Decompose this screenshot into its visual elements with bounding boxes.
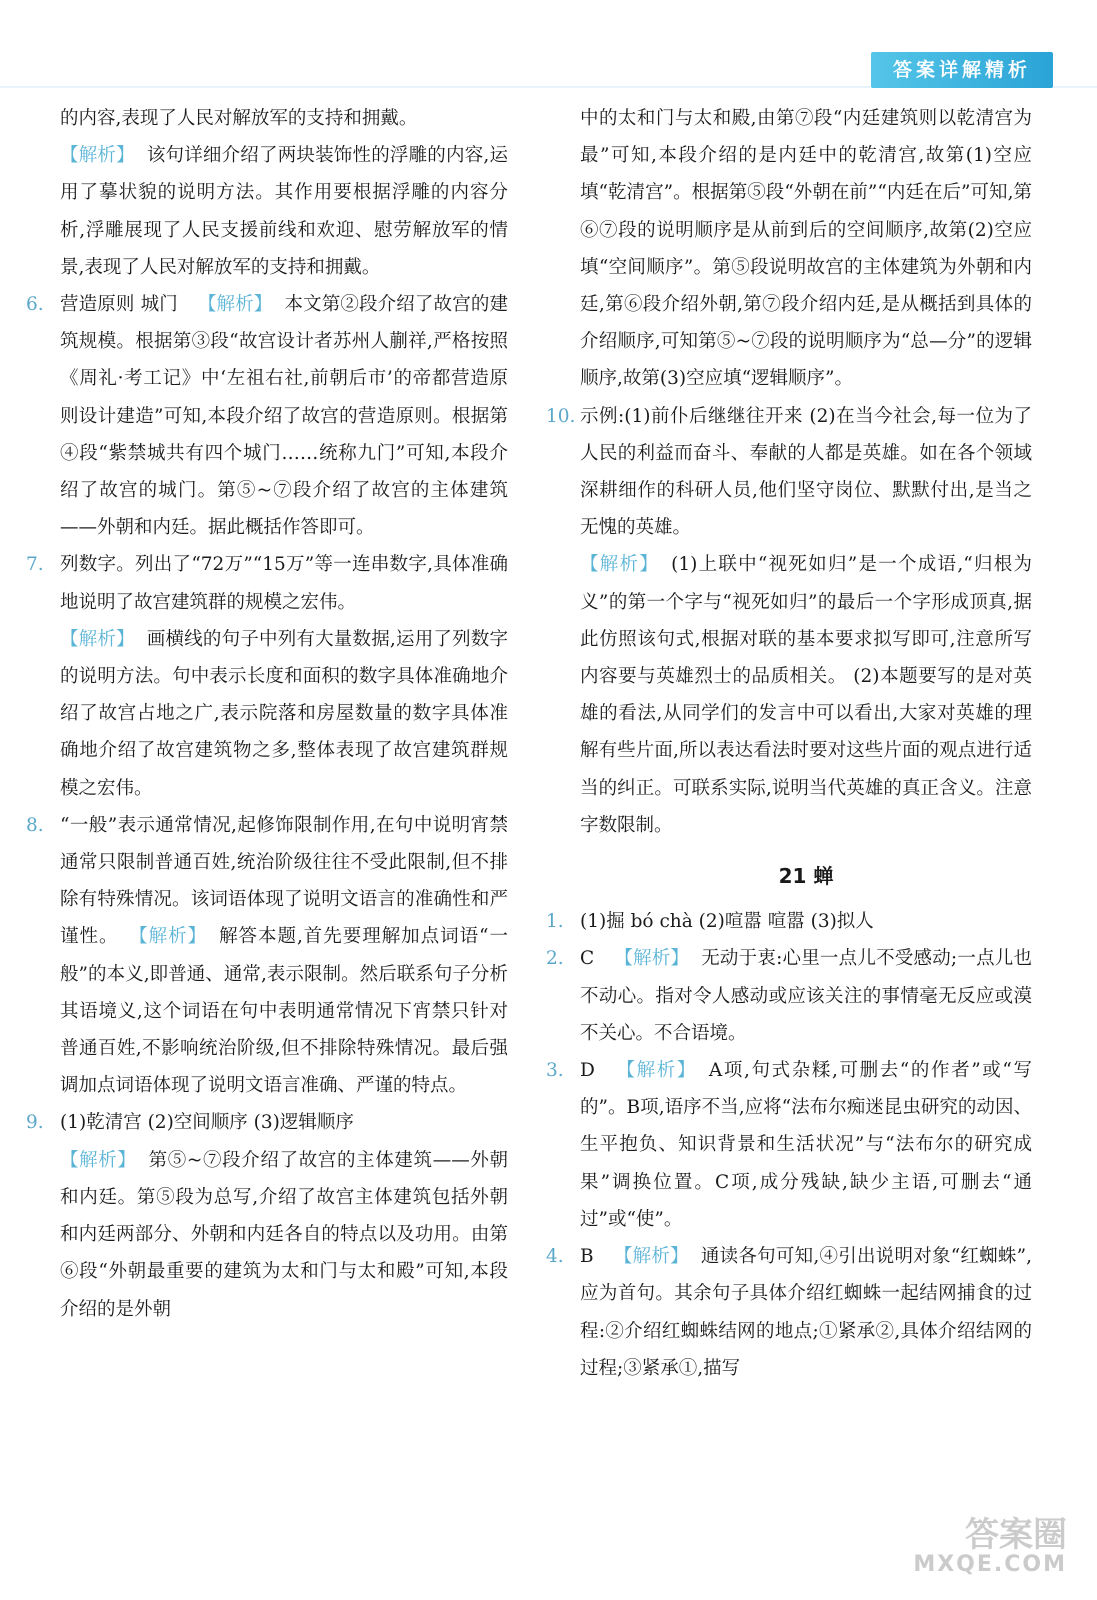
analysis-tag: 【解析】 xyxy=(60,628,135,650)
answer-paragraph xyxy=(580,1238,1032,1387)
analysis-tag: 【解析】 xyxy=(60,145,135,167)
answer-text: 示例:(1)前仆后继继往开来 (2)在当今社会,每一位为了人民的利益而奋斗、奉献的人都是英雄。如在各个领域深耕细作的科研人员,他们坚守岗位、默默付出,是当之无愧的英雄。 xyxy=(580,405,1032,539)
answer-paragraph xyxy=(60,546,508,620)
section-title: 21 蝉 xyxy=(778,864,834,889)
question-8 xyxy=(26,807,508,1105)
analysis-text: 无动于衷:心里一点儿不受感动;一点儿也不动心。指对令人感动或应该关注的事情毫无反应或漠不关心。不合语境。 xyxy=(580,948,1032,1044)
analysis-tag: 【解析】 xyxy=(613,1246,689,1268)
left-column xyxy=(26,100,508,1328)
analysis-paragraph xyxy=(580,546,1032,844)
answer-text: 的内容,表现了人民对解放军的支持和拥戴。 xyxy=(60,108,418,129)
question-number: 10. xyxy=(546,405,576,427)
question-number: 1. xyxy=(546,911,564,933)
answer-paragraph xyxy=(580,1052,1032,1238)
answer-text: 营造原则 城门 xyxy=(60,294,178,316)
answer-text: 列数字。列出了“72万”“15万”等一连串数字,具体准确地说明了故宫建筑群的规模之宏伟。 xyxy=(60,554,508,613)
question-number: 7. xyxy=(26,554,44,576)
answer-paragraph xyxy=(580,398,1032,547)
analysis-text: A项,句式杂糅,可删去“的作者”或“写的”。B项,语序不当,应将“法布尔痴迷昆虫研究的动因、生平抱负、知识背景和生活状况”与“法布尔的研究成果”调换位置。C项,成分残缺,缺少主语,可删去“通过”或“使”。 xyxy=(580,1060,1032,1230)
question-number: 6. xyxy=(26,294,44,316)
question-7 xyxy=(26,546,508,806)
analysis-paragraph xyxy=(60,621,508,807)
analysis-text: 画横线的句子中列有大量数据,运用了列数字的说明方法。句中表示长度和面积的数字具体准确地介绍了故宫占地之广,表示院落和房屋数量的数字具体准确地介绍了故宫建筑物之多,整体表现了故宫建筑群规模之宏伟。 xyxy=(60,628,508,799)
answer-text: C xyxy=(580,948,595,970)
analysis-tag: 【解析】 xyxy=(614,1060,697,1082)
answer-paragraph xyxy=(580,903,1032,940)
question-number: 8. xyxy=(26,814,44,836)
question-number: 9. xyxy=(26,1112,44,1134)
question-9 xyxy=(26,1104,508,1327)
answer-text: D xyxy=(580,1060,595,1082)
analysis-text: 解答本题,首先要理解加点词语“一般”的本义,即普通、通常,表示限制。然后联系句子分析其语境义,这个词语在句中表明通常情况下宵禁只针对普通百姓,不影响统治阶级,但不排除特殊情况。最后强调加点词语体现了说明文语言准确、严谨的特点。 xyxy=(60,926,508,1097)
lesson21-question-3 xyxy=(546,1052,1032,1238)
lesson21-question-4 xyxy=(546,1238,1032,1387)
analysis-text: 本文第②段介绍了故宫的建筑规模。根据第③段“故宫设计者苏州人蒯祥,严格按照《周礼·考工记》中‘左祖右社,前朝后市’的帝都营造原则设计建造”可知,本段介绍了故宫的营造原则。根据第④段“紫禁城共有四个城门……统称九门”可知,本段介绍了故宫的城门。第⑤~⑦段介绍了故宫的主体建筑——外朝和内廷。据此概括作答即可。 xyxy=(60,294,508,539)
answer-text: B xyxy=(580,1246,594,1268)
analysis-text: 中的太和门与太和殿,由第⑦段“内廷建筑则以乾清宫为最”可知,本段介绍的是内廷中的乾清宫,故第(1)空应填“乾清宫”。根据第⑤段“外朝在前”“内廷在后”可知,第⑥⑦段的说明顺序是从前到后的空间顺序,故第(2)空应填“空间顺序”。第⑤段说明故宫的主体建筑为外朝和内廷,第⑥段介绍外朝,第⑦段介绍内廷,是从概括到具体的介绍顺序,可知第⑤~⑦段的说明顺序为“总—分”的逻辑顺序,故第(3)空应填“逻辑顺序”。 xyxy=(580,108,1032,390)
answer-paragraph xyxy=(580,940,1032,1052)
analysis-paragraph xyxy=(60,137,508,286)
analysis-tag: 【解析】 xyxy=(614,948,690,970)
lesson21-question-1 xyxy=(546,903,1032,940)
answer-text: “一般”表示通常情况,起修饰限制作用,在句中说明宵禁通常只限制普通百姓,统治阶级往往不受此限制,但不排除有特殊情况。该词语体现了说明文语言的准确性和严谨性。 xyxy=(60,814,508,948)
analysis-text: 第⑤~⑦段介绍了故宫的主体建筑——外朝和内廷。第⑤段为总写,介绍了故宫主体建筑包括外朝和内廷两部分、外朝和内廷各自的特点以及功用。由第⑥段“外朝最重要的建筑为太和门与太和殿”可知,本段介绍的是外朝 xyxy=(60,1149,508,1320)
question-number: 3. xyxy=(546,1060,564,1082)
analysis-tag: 【解析】 xyxy=(60,1149,137,1171)
analysis-tag: 【解析】 xyxy=(197,294,273,316)
analysis-continuation xyxy=(580,100,1032,398)
watermark-url: MXQE.COM xyxy=(913,1552,1067,1577)
question-10 xyxy=(546,398,1032,844)
answer-paragraph xyxy=(60,286,508,546)
analysis-text: (1)上联中“视死如归”是一个成语,“归根为义”的第一个字与“视死如归”的最后一个字形成顶真,据此仿照该句式,根据对联的基本要求拟写即可,注意所写内容要与英雄烈士的品质相关。 (2)本题要写的是对英雄的看法,从同学们的发言中可以看出,大家对英雄的理解有些片面,所以表达看法时要对这些片面的观点进行适当的纠正。可联系实际,说明当代英雄的真正含义。注意字数限制。 xyxy=(580,554,1032,836)
answer-paragraph xyxy=(60,1104,508,1141)
question-number: 4. xyxy=(546,1246,564,1268)
analysis-tag: 【解析】 xyxy=(138,926,208,948)
answer-paragraph xyxy=(60,100,508,137)
analysis-paragraph xyxy=(60,1142,508,1328)
question-number: 2. xyxy=(546,948,564,970)
analysis-text: 该句详细介绍了两块装饰性的浮雕的内容,运用了摹状貌的说明方法。其作用要根据浮雕的内容分析,浮雕展现了人民支援前线和欢迎、慰劳解放军的情景,表现了人民对解放军的支持和拥戴。 xyxy=(60,145,508,278)
answer-text: (1)乾清宫 (2)空间顺序 (3)逻辑顺序 xyxy=(60,1112,354,1134)
watermark-logo-text: 答案圈 xyxy=(965,1515,1067,1555)
analysis-tag: 【解析】 xyxy=(580,554,660,576)
site-watermark xyxy=(897,1515,1067,1580)
right-column xyxy=(546,100,1032,1387)
question-6 xyxy=(26,286,508,546)
section-header-tab: 答案详解精析 xyxy=(871,52,1053,88)
lesson21-question-2 xyxy=(546,940,1032,1052)
answer-text: (1)掘 bó chà (2)喧嚣 喧嚣 (3)拟人 xyxy=(580,911,874,933)
analysis-text: 通读各句可知,④引出说明对象“红蜘蛛”,应为首句。其余句子具体介绍红蜘蛛一起结网捕食的过程:②介绍红蜘蛛结网的地点;①紧承②,具体介绍结网的过程;③紧承①,描写 xyxy=(580,1246,1032,1379)
answer-paragraph xyxy=(60,807,508,1105)
